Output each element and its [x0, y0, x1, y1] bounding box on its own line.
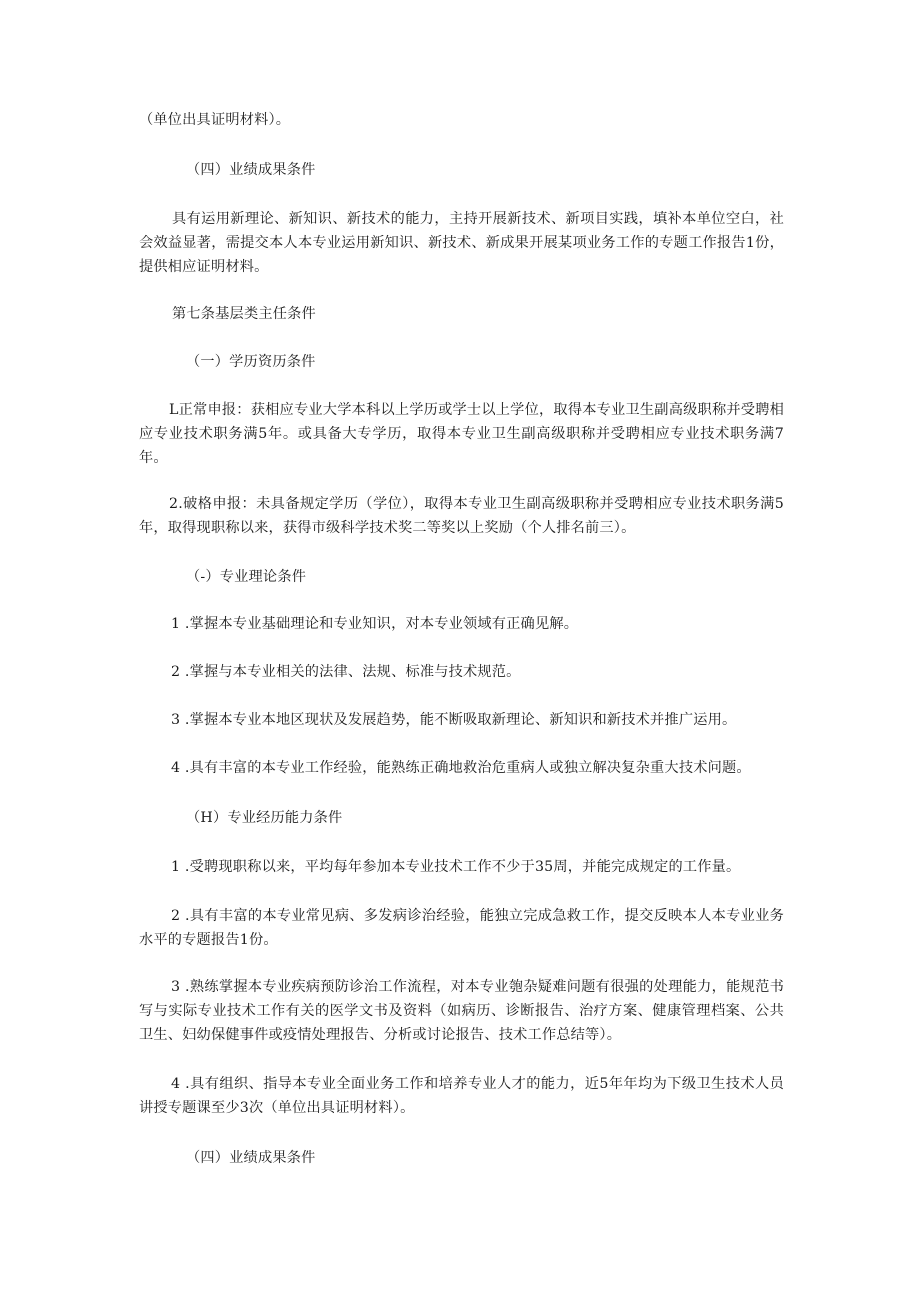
section-heading-experience: （H）专业经历能力条件 — [186, 810, 343, 826]
section-heading-education: （一）学历资历条件 — [186, 354, 316, 370]
list-item-theory-4: 4 .具有丰富的本专业工作经验，能熟练正确地救治危重病人或独立解决复杂重大技术问题。 — [171, 760, 751, 776]
list-item-experience-2: 2 .具有丰富的本专业常见病、多发病诊治经验，能独立完成急救工作，提交反映本人本专业业务水平的专题报告1份。 — [139, 908, 784, 948]
section-heading-achievements-2: （四）业绩成果条件 — [186, 1150, 316, 1166]
list-item-theory-3: 3 .掌握本专业本地区现状及发展趋势，能不断吸取新理论、新知识和新技术并推广运用。 — [171, 712, 737, 728]
list-item-theory-1: 1 .掌握本专业基础理论和专业知识，对本专业领域有正确见解。 — [171, 616, 579, 632]
paragraph-education-normal: L正常申报：获相应专业大学本科以上学历或学士以上学位，取得本专业卫生副高级职称并受聘相应专业技术职务满5年。或具备大专学历，取得本专业卫生副高级职称并受聘相应专业技术职务满7年。 — [139, 402, 784, 466]
paragraph-achievements: 具有运用新理论、新知识、新技术的能力，主持开展新技术、新项目实践，填补本单位空白，社会效益显著，需提交本人本专业运用新知识、新技术、新成果开展某项业务工作的专题工作报告1份，提供相应证明材料。 — [139, 211, 784, 275]
paragraph-education-exception: 2.破格申报：未具备规定学历（学位），取得本专业卫生副高级职称并受聘相应专业技术职务满5年，取得现职称以来，获得市级科学技术奖二等奖以上奖励（个人排名前三）。 — [139, 496, 784, 536]
list-item-experience-4: 4 .具有组织、指导本专业全面业务工作和培养专业人才的能力，近5年年均为下级卫生技术人员讲授专题课至少3次（单位出具证明材料）。 — [139, 1076, 784, 1116]
paragraph-certification-note: （单位出具证明材料）。 — [139, 112, 291, 128]
list-item-experience-1: 1 .受聘现职称以来，平均每年参加本专业技术工作不少于35周，并能完成规定的工作量。 — [171, 859, 741, 875]
section-heading-achievements: （四）业绩成果条件 — [186, 162, 316, 178]
list-item-experience-3: 3 .熟练掌握本专业疾病预防诊治工作流程，对本专业匏杂疑难问题有很强的处理能力，能规范书写与实际专业技术工作有关的医学文书及资料（如病历、诊断报告、治疗方案、健康管理档案、公共卫生、妇幼保健事件或疫情处理报告、分析或讨论报告、技术工作总结等）。 — [139, 979, 784, 1043]
section-heading-theory: （-）专业理论条件 — [186, 569, 307, 585]
list-item-theory-2: 2 .掌握与本专业相关的法律、法规、标准与技术规范。 — [171, 664, 521, 680]
article-heading-chief: 第七条基层类主任条件 — [172, 306, 316, 322]
